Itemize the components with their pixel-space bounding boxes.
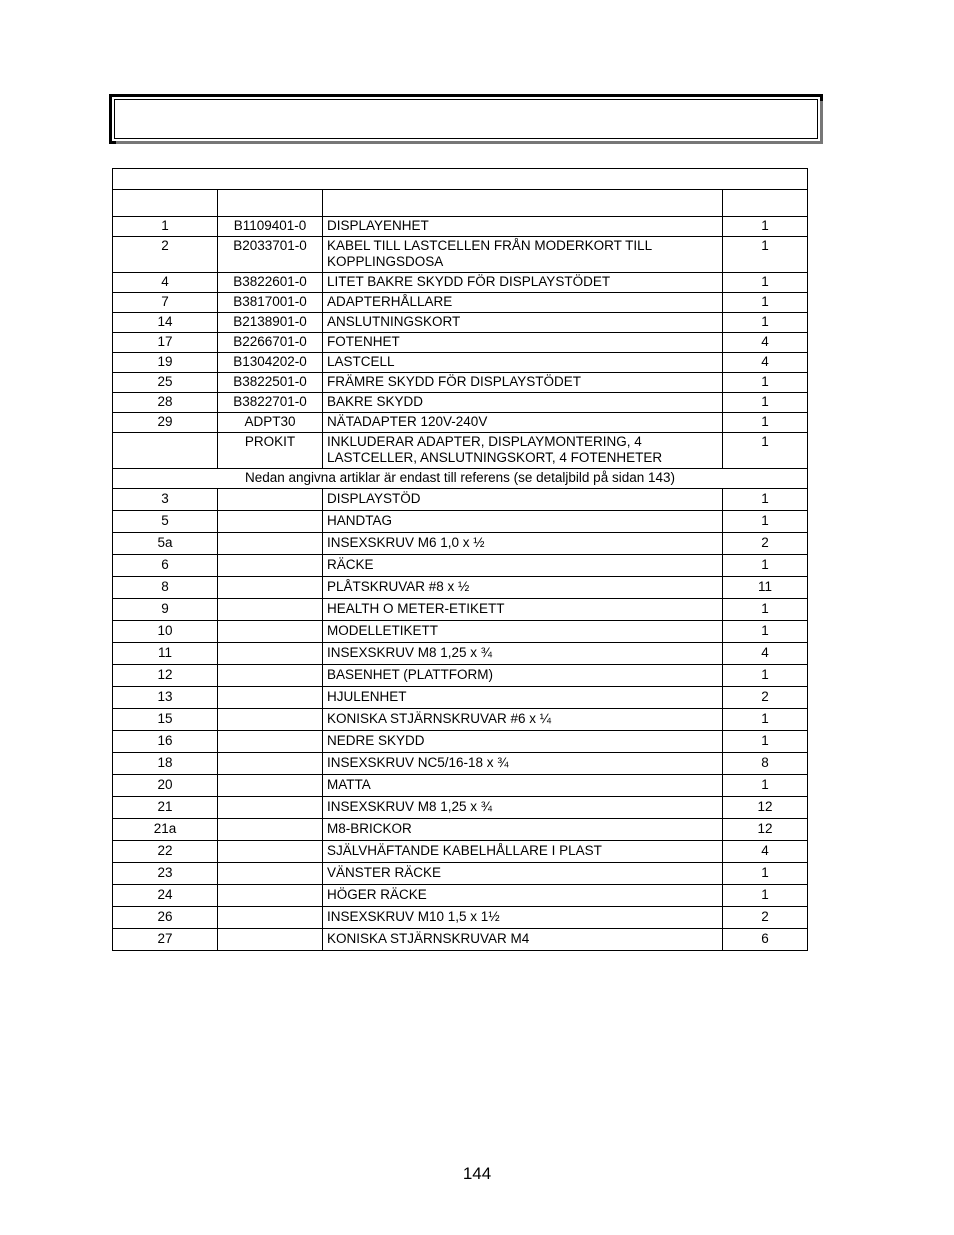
table-row (113, 885, 808, 907)
ref-cell: 16 (113, 731, 218, 753)
part-number-cell: B3822701-0 (218, 393, 323, 413)
part-number-cell (218, 577, 323, 599)
description-cell: KONISKA STJÄRNSKRUVAR #6 x ¼ (323, 709, 723, 731)
description-cell: BASENHET (PLATTFORM) (323, 665, 723, 687)
reference-note: Nedan angivna artiklar är endast till referens (se detaljbild på sidan 143) (113, 469, 808, 489)
table-row (113, 393, 808, 413)
table-row (113, 511, 808, 533)
ref-cell: 24 (113, 885, 218, 907)
ref-cell: 1 (113, 217, 218, 237)
description-cell: M8-BRICKOR (323, 819, 723, 841)
table-row (113, 237, 808, 273)
page-number: 144 (462, 1164, 492, 1183)
table-row (113, 819, 808, 841)
ref-cell: 14 (113, 313, 218, 333)
parts-table-body (113, 169, 808, 951)
table-row (113, 709, 808, 731)
description-cell: ADAPTERHÅLLARE (323, 293, 723, 313)
qty-cell: 1 (723, 217, 808, 237)
table-row (113, 797, 808, 819)
qty-cell: 2 (723, 533, 808, 555)
ref-cell: 5 (113, 511, 218, 533)
qty-cell: 1 (723, 555, 808, 577)
ref-cell: 21 (113, 797, 218, 819)
header-part-cell (218, 190, 323, 217)
part-number-cell: B2266701-0 (218, 333, 323, 353)
part-number-cell: B2033701-0 (218, 237, 323, 273)
part-number-cell (218, 665, 323, 687)
table-row (113, 555, 808, 577)
part-number-cell (218, 489, 323, 511)
part-number-cell: B3817001-0 (218, 293, 323, 313)
part-number-cell (218, 533, 323, 555)
table-row (113, 687, 808, 709)
description-cell: INSEXSKRUV NC5/16-18 x ¾ (323, 753, 723, 775)
parts-table (112, 168, 808, 951)
part-number-cell (218, 709, 323, 731)
ref-cell: 27 (113, 929, 218, 951)
qty-cell: 1 (723, 413, 808, 433)
part-number-cell (218, 775, 323, 797)
table-row (113, 643, 808, 665)
header-description-cell (323, 190, 723, 217)
qty-cell: 2 (723, 687, 808, 709)
ref-cell: 17 (113, 333, 218, 353)
part-number-cell (218, 797, 323, 819)
part-number-cell (218, 599, 323, 621)
qty-cell: 1 (723, 393, 808, 413)
qty-cell: 1 (723, 775, 808, 797)
description-cell: INSEXSKRUV M8 1,25 x ¾ (323, 797, 723, 819)
description-cell: SJÄLVHÄFTANDE KABELHÅLLARE I PLAST (323, 841, 723, 863)
table-row (113, 929, 808, 951)
qty-cell: 1 (723, 433, 808, 469)
ref-cell: 13 (113, 687, 218, 709)
qty-cell: 1 (723, 489, 808, 511)
description-cell: INSEXSKRUV M8 1,25 x ¾ (323, 643, 723, 665)
qty-cell: 12 (723, 797, 808, 819)
ref-cell: 28 (113, 393, 218, 413)
description-cell: ANSLUTNINGSKORT (323, 313, 723, 333)
ref-cell: 25 (113, 373, 218, 393)
description-cell: NEDRE SKYDD (323, 731, 723, 753)
ref-cell: 7 (113, 293, 218, 313)
part-number-cell: B3822601-0 (218, 273, 323, 293)
ref-cell: 26 (113, 907, 218, 929)
part-number-cell (218, 819, 323, 841)
description-cell: BAKRE SKYDD (323, 393, 723, 413)
part-number-cell: B2138901-0 (218, 313, 323, 333)
description-cell: RÄCKE (323, 555, 723, 577)
description-cell: HÖGER RÄCKE (323, 885, 723, 907)
part-number-cell (218, 929, 323, 951)
qty-cell: 4 (723, 333, 808, 353)
description-cell: DISPLAYSTÖD (323, 489, 723, 511)
qty-cell: 12 (723, 819, 808, 841)
table-row (113, 599, 808, 621)
qty-cell: 1 (723, 313, 808, 333)
description-cell: INSEXSKRUV M6 1,0 x ½ (323, 533, 723, 555)
table-row (113, 373, 808, 393)
part-number-cell (218, 621, 323, 643)
ref-cell: 8 (113, 577, 218, 599)
part-number-cell (218, 731, 323, 753)
ref-cell: 5a (113, 533, 218, 555)
description-cell: MATTA (323, 775, 723, 797)
qty-cell: 8 (723, 753, 808, 775)
qty-cell: 1 (723, 293, 808, 313)
description-cell: HJULENHET (323, 687, 723, 709)
qty-cell: 1 (723, 237, 808, 273)
ref-cell: 2 (113, 237, 218, 273)
qty-cell: 1 (723, 731, 808, 753)
header-ref-cell (113, 190, 218, 217)
part-number-cell: B3822501-0 (218, 373, 323, 393)
ref-cell: 4 (113, 273, 218, 293)
qty-cell: 1 (723, 621, 808, 643)
table-row (113, 313, 808, 333)
ref-cell: 6 (113, 555, 218, 577)
description-cell: DISPLAYENHET (323, 217, 723, 237)
table-row (113, 533, 808, 555)
ref-cell: 20 (113, 775, 218, 797)
description-cell: PLÅTSKRUVAR #8 x ½ (323, 577, 723, 599)
ref-cell: 15 (113, 709, 218, 731)
table-row (113, 621, 808, 643)
description-cell: KONISKA STJÄRNSKRUVAR M4 (323, 929, 723, 951)
ref-cell: 19 (113, 353, 218, 373)
description-cell: INSEXSKRUV M10 1,5 x 1½ (323, 907, 723, 929)
description-cell: LITET BAKRE SKYDD FÖR DISPLAYSTÖDET (323, 273, 723, 293)
table-row (113, 333, 808, 353)
table-row (113, 841, 808, 863)
qty-cell: 2 (723, 907, 808, 929)
description-cell: HANDTAG (323, 511, 723, 533)
qty-cell: 11 (723, 577, 808, 599)
qty-cell: 6 (723, 929, 808, 951)
description-cell: MODELLETIKETT (323, 621, 723, 643)
table-row (113, 863, 808, 885)
part-number-cell: B1109401-0 (218, 217, 323, 237)
qty-cell: 1 (723, 863, 808, 885)
ref-cell: 23 (113, 863, 218, 885)
ref-cell: 21a (113, 819, 218, 841)
table-row (113, 273, 808, 293)
part-number-cell (218, 555, 323, 577)
qty-cell: 4 (723, 353, 808, 373)
ref-cell: 18 (113, 753, 218, 775)
table-row (113, 433, 808, 469)
part-number-cell: B1304202-0 (218, 353, 323, 373)
qty-cell: 1 (723, 885, 808, 907)
reference-note-row (113, 469, 808, 489)
table-row (113, 775, 808, 797)
part-number-cell (218, 687, 323, 709)
table-row (113, 577, 808, 599)
qty-cell: 1 (723, 709, 808, 731)
ref-cell: 22 (113, 841, 218, 863)
description-cell: HEALTH O METER-ETIKETT (323, 599, 723, 621)
title-box (109, 94, 823, 144)
ref-cell (113, 433, 218, 469)
part-number-cell (218, 863, 323, 885)
qty-cell: 1 (723, 511, 808, 533)
ref-cell: 3 (113, 489, 218, 511)
header-qty-cell (723, 190, 808, 217)
table-row (113, 353, 808, 373)
qty-cell: 1 (723, 665, 808, 687)
ref-cell: 12 (113, 665, 218, 687)
qty-cell: 1 (723, 373, 808, 393)
description-cell: INKLUDERAR ADAPTER, DISPLAYMONTERING, 4 LASTCELLER, ANSLUTNINGSKORT, 4 FOTENHETER (323, 433, 723, 469)
table-row (113, 413, 808, 433)
table-row (113, 907, 808, 929)
part-number-cell: ADPT30 (218, 413, 323, 433)
description-cell: VÄNSTER RÄCKE (323, 863, 723, 885)
table-caption-cell (113, 169, 808, 190)
description-cell: FRÄMRE SKYDD FÖR DISPLAYSTÖDET (323, 373, 723, 393)
part-number-cell (218, 643, 323, 665)
qty-cell: 4 (723, 841, 808, 863)
part-number-cell (218, 753, 323, 775)
part-number-cell (218, 907, 323, 929)
ref-cell: 11 (113, 643, 218, 665)
table-caption-row (113, 169, 808, 190)
ref-cell: 9 (113, 599, 218, 621)
table-row (113, 293, 808, 313)
description-cell: FOTENHET (323, 333, 723, 353)
description-cell: LASTCELL (323, 353, 723, 373)
part-number-cell: PROKIT (218, 433, 323, 469)
table-row (113, 753, 808, 775)
ref-cell: 29 (113, 413, 218, 433)
qty-cell: 1 (723, 273, 808, 293)
table-header-row (113, 190, 808, 217)
table-row (113, 217, 808, 237)
ref-cell: 10 (113, 621, 218, 643)
part-number-cell (218, 885, 323, 907)
description-cell: KABEL TILL LASTCELLEN FRÅN MODERKORT TILL KOPPLINGSDOSA (323, 237, 723, 273)
table-row (113, 731, 808, 753)
part-number-cell (218, 511, 323, 533)
table-row (113, 489, 808, 511)
description-cell: NÄTADAPTER 120V-240V (323, 413, 723, 433)
part-number-cell (218, 841, 323, 863)
table-row (113, 665, 808, 687)
qty-cell: 4 (723, 643, 808, 665)
qty-cell: 1 (723, 599, 808, 621)
